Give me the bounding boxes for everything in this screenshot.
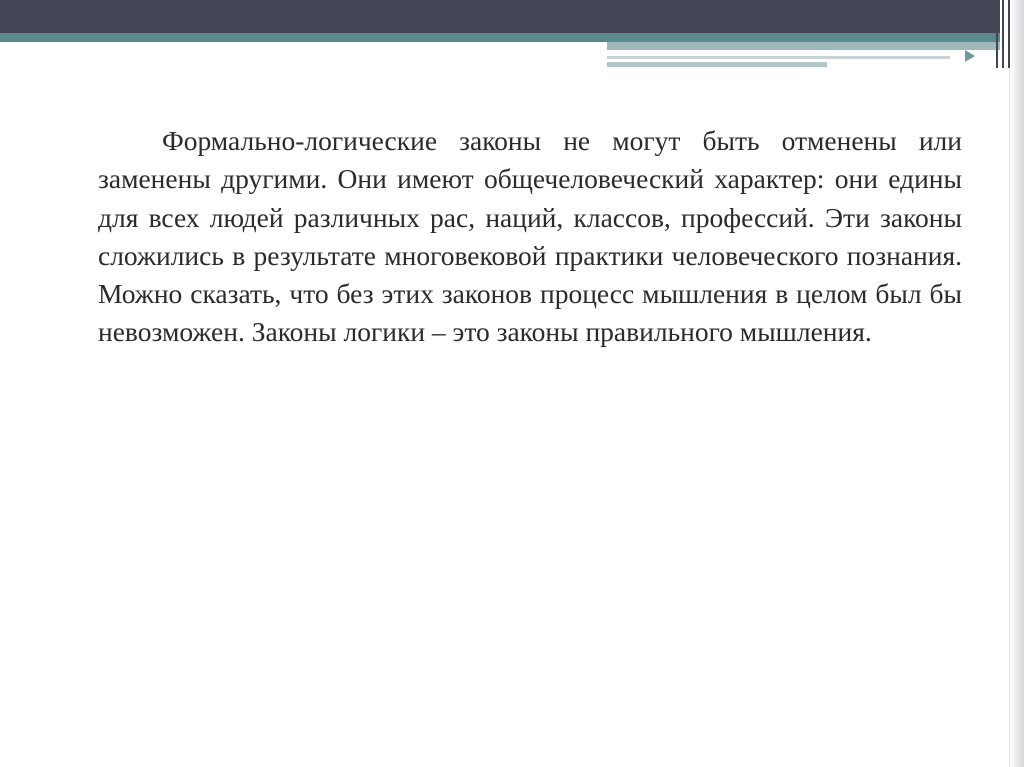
header-teal-band: [0, 33, 1000, 42]
header-thin-line: [607, 56, 950, 59]
slide-edge-shadow: [1010, 0, 1024, 767]
decorative-stripe: [996, 0, 998, 68]
decorative-stripe: [1002, 0, 1004, 68]
header-light-band: [607, 42, 1000, 50]
header-dark-band: [0, 0, 1000, 33]
slide-body-text: Формально-логические законы не могут быть отменены или заменены другими. Они имеют общечеловеческий характер: они едины для всех людей различных рас, наций, классов, профессий. Эти законы сложились в результате многовековой практики человеческого познания. Можно сказать, что без этих законов процесс мышления в целом был бы невозможен. Законы логики – это законы правильного мышления.: [98, 125, 962, 348]
arrow-icon: [965, 50, 975, 62]
header-thin-line-short: [607, 62, 827, 67]
